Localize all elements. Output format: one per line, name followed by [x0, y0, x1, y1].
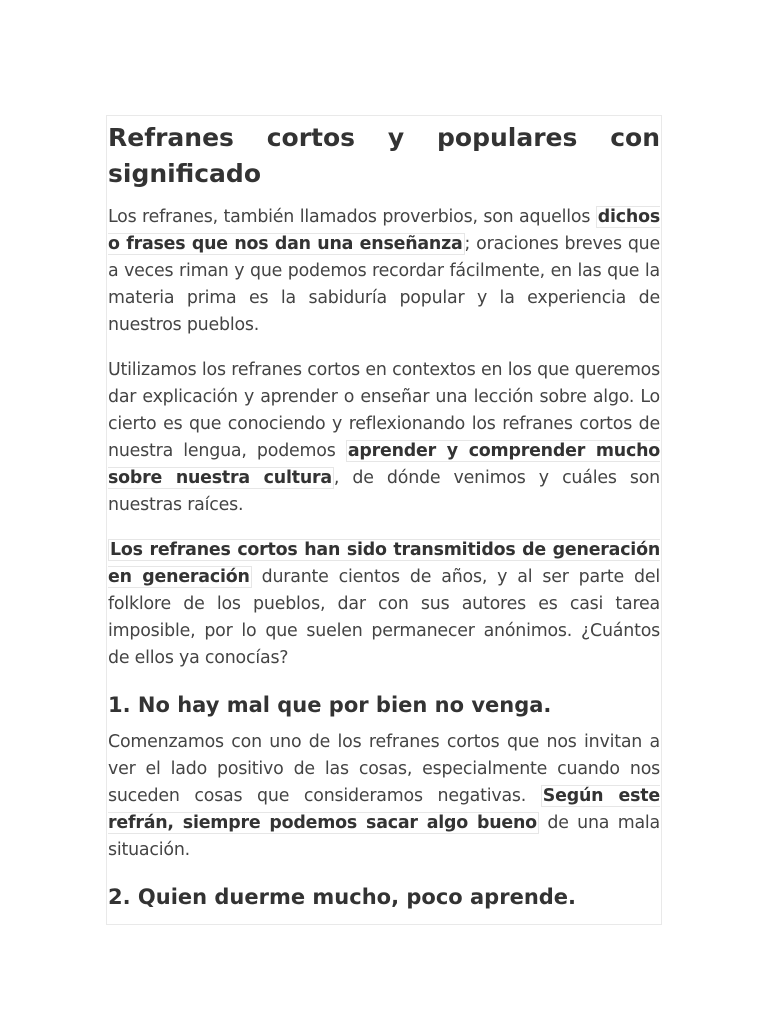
intro-highlight: dichos o frases que nos dan una enseñanza [108, 207, 660, 254]
article-body [107, 120, 661, 912]
tradition-highlight: Los refranes cortos han sido transmitidos de generación en generación [108, 540, 660, 587]
section-heading-1: 1. No hay mal que por bien no venga. [108, 693, 552, 717]
section-1-highlight: Según este refrán, siempre podemos sacar algo bueno [108, 786, 660, 833]
section-heading-2: 2. Quien duerme mucho, poco aprende. [108, 885, 577, 909]
document-page [106, 115, 662, 925]
usage-highlight: aprender y comprender mucho sobre nuestra cultura [108, 441, 660, 488]
section-1-paragraph [108, 729, 660, 864]
tradition-text-end: durante cientos de años, y al ser parte del folklore de los pueblos, dar con sus autores es casi tarea imposible, por lo que suelen permanecer anónimos. ¿Cuántos de ellos ya conocías? [108, 567, 660, 668]
tradition-paragraph [108, 537, 660, 672]
section-1-text-end: de una mala situación. [108, 813, 660, 860]
intro-text-start: Los refranes, también llamados proverbios, son aquellos [108, 207, 596, 227]
usage-paragraph [108, 357, 660, 519]
section-1-text-start: Comenzamos con uno de los refranes cortos que nos invitan a ver el lado positivo de las cosas, especialmente cuando nos suceden cosas que consideramos negativas. [108, 732, 660, 806]
intro-text-end: ; oraciones breves que a veces riman y que podemos recordar fácilmente, en las que la materia prima es la sabiduría popular y la experiencia de nuestros pueblos. [108, 234, 660, 335]
intro-paragraph [108, 204, 660, 339]
usage-text-end: , de dónde venimos y cuáles son nuestras raíces. [108, 468, 661, 515]
article-title: Refranes cortos y populares con significado [108, 123, 660, 188]
usage-text-start: Utilizamos los refranes cortos en contextos en los que queremos dar explicación y aprender o enseñar una lección sobre algo. Lo cierto es que conociendo y reflexionando los refranes cortos de nuestra lengua, podemos [108, 360, 660, 461]
